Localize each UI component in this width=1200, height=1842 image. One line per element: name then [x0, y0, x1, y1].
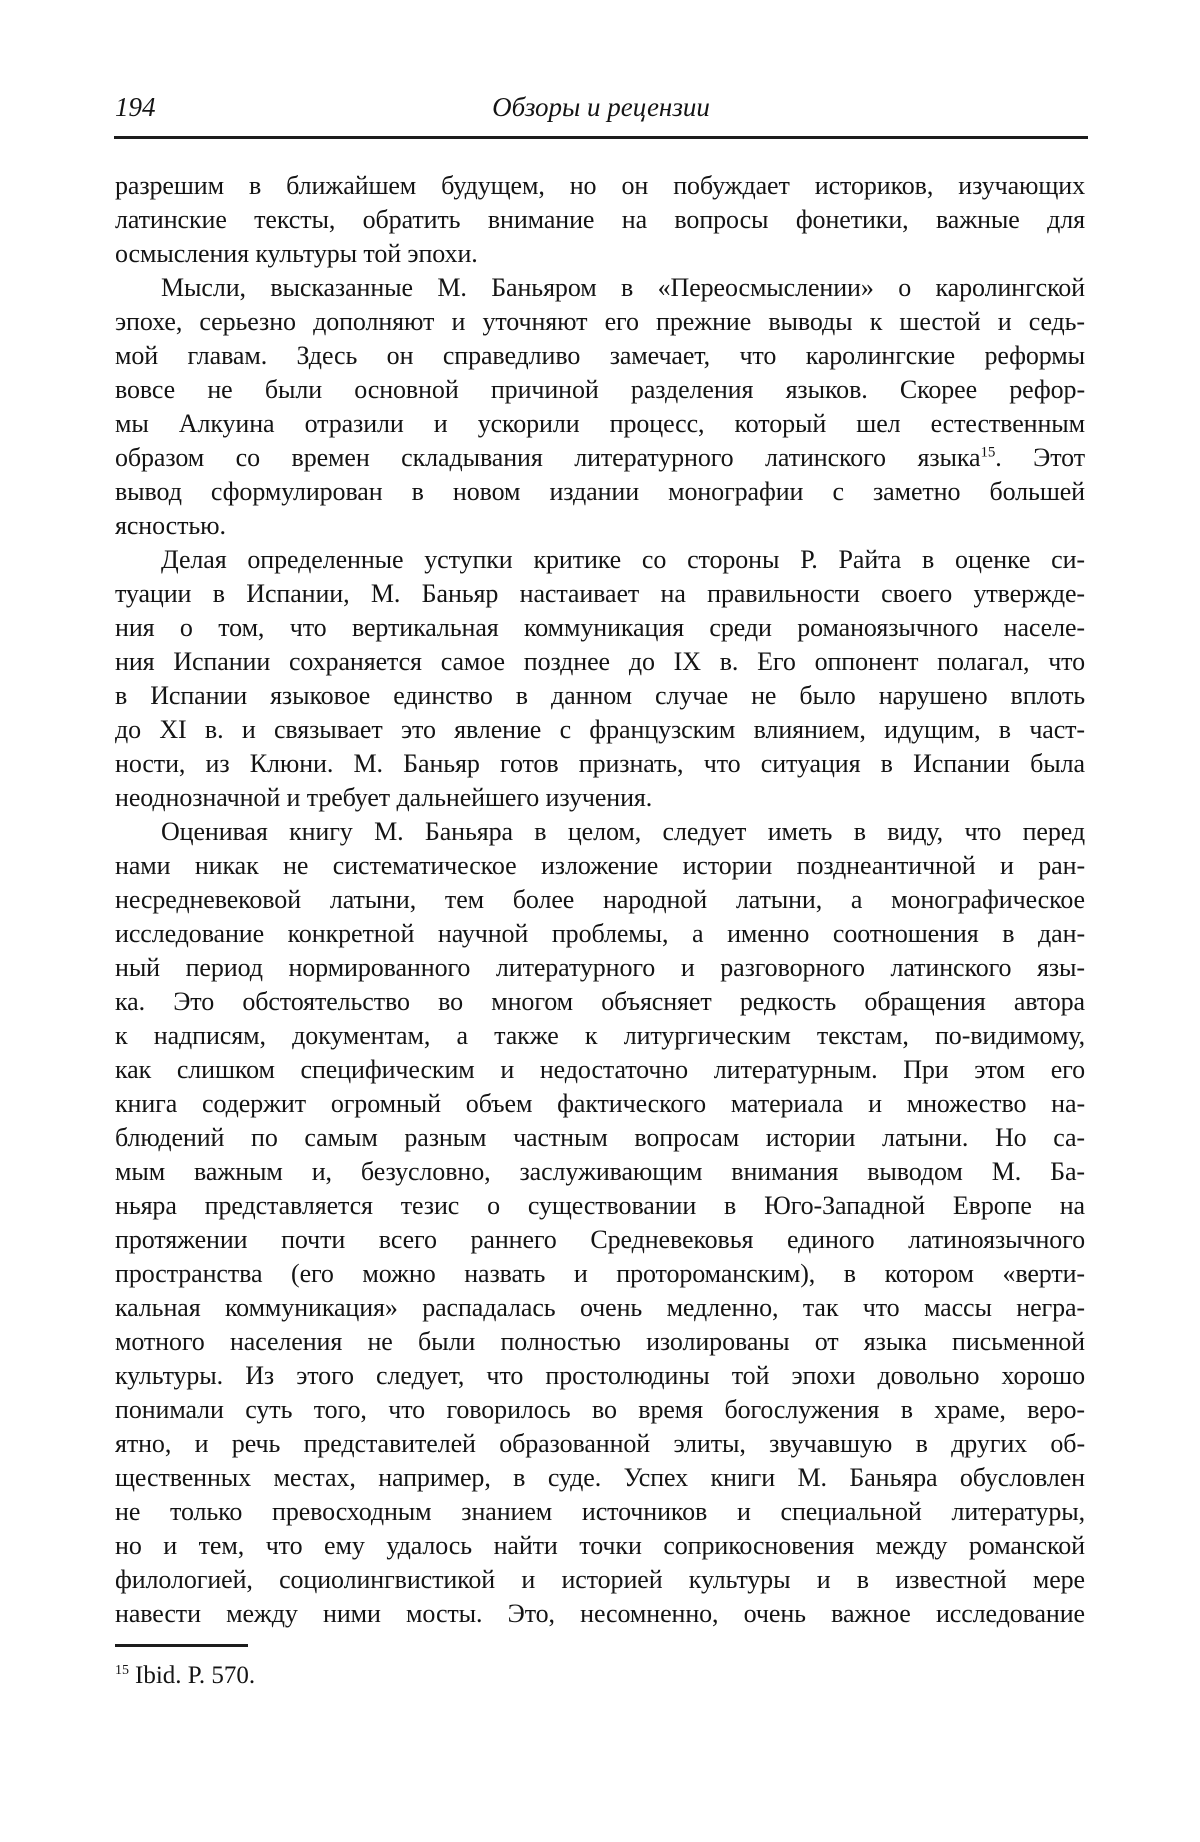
text-line: исследование конкретной научной проблемы, а именно соотношения в дан-: [115, 919, 1085, 948]
text-line: но и тем, что ему удалось найти точки соприкосновения между романской: [115, 1531, 1085, 1560]
text-line: мотного населения не были полностью изолированы от языка письменной: [115, 1327, 1085, 1356]
paragraph: [115, 271, 1085, 543]
footnote-rule: [115, 1644, 248, 1647]
text-line: вывод сформулирован в новом издании монографии с заметно большей: [115, 477, 1085, 506]
text-line: филологией, социолингвистикой и историей культуры и в известной мере: [115, 1565, 1085, 1594]
text-line: ности, из Клюни. М. Баньяр готов признать, что ситуация в Испании была: [115, 749, 1085, 778]
text-line: Мысли, высказанные М. Баньяром в «Переосмыслении» о каролингской: [161, 273, 1085, 302]
text-line: щественных местах, например, в суде. Успех книги М. Баньяра обусловлен: [115, 1463, 1085, 1492]
text-line: не только превосходным знанием источников и специальной литературы,: [115, 1497, 1085, 1526]
body-text: [115, 169, 1085, 1631]
paragraph: [115, 815, 1085, 1631]
text-line: к надписям, документам, а также к литургическим текстам, по-видимому,: [115, 1021, 1085, 1050]
text-line: [115, 441, 1085, 475]
text-line: ный период нормированного литературного и разговорного латинского язы-: [115, 953, 1085, 982]
text-line: туации в Испании, М. Баньяр настаивает на правильности своего утвержде-: [115, 579, 1085, 608]
text-line: Делая определенные уступки критике со стороны Р. Райта в оценке си-: [161, 545, 1085, 574]
text-line: до XI в. и связывает это явление с французским влиянием, идущим, в част-: [115, 715, 1085, 744]
text-line: разрешим в ближайшем будущем, но он побуждает историков, изучающих: [115, 171, 1085, 200]
paragraph: [115, 169, 1085, 271]
footnote: [115, 1660, 1085, 1692]
text-line: книга содержит огромный объем фактического материала и множество на-: [115, 1089, 1085, 1118]
text-line: ньяра представляется тезис о существовании в Юго-Западной Европе на: [115, 1191, 1085, 1220]
text-line: ятно, и речь представителей образованной элиты, звучавшую в других об-: [115, 1429, 1085, 1458]
running-header: [115, 92, 1087, 126]
text-line: неоднозначной и требует дальнейшего изучения.: [115, 783, 653, 812]
text-line: осмысления культуры той эпохи.: [115, 239, 478, 268]
text-line: латинские тексты, обратить внимание на вопросы фонетики, важные для: [115, 205, 1085, 234]
text-line: блюдений по самым разным частным вопросам истории латыни. Но са-: [115, 1123, 1085, 1152]
text-line: ясностью.: [115, 511, 226, 540]
text-line: как слишком специфическим и недостаточно литературным. При этом его: [115, 1055, 1085, 1084]
text-line: пространства (его можно назвать и протороманским), в котором «верти-: [115, 1259, 1085, 1288]
footnote-reference: 15: [980, 444, 996, 461]
text-segment: . Этот: [995, 443, 1085, 472]
footnote-text: Ibid. P. 570.: [135, 1662, 256, 1689]
text-line: культуры. Из этого следует, что простолюдины той эпохи довольно хорошо: [115, 1361, 1085, 1390]
text-line: мы Алкуина отразили и ускорили процесс, который шел естественным: [115, 409, 1085, 438]
header-rule: [114, 136, 1088, 139]
text-line: кальная коммуникация» распадалась очень медленно, так что массы негра-: [115, 1293, 1085, 1322]
text-line: мой главам. Здесь он справедливо замечает, что каролингские реформы: [115, 341, 1085, 370]
text-line: мым важным и, безусловно, заслуживающим внимания выводом М. Ба-: [115, 1157, 1085, 1186]
text-line: Оценивая книгу М. Баньяра в целом, следует иметь в виду, что перед: [161, 817, 1085, 846]
text-line: понимали суть того, что говорилось во время богослужения в храме, веро-: [115, 1395, 1085, 1424]
text-line: навести между ними мосты. Это, несомненно, очень важное исследование: [115, 1599, 1085, 1628]
paragraph: [115, 543, 1085, 815]
text-line: ния Испании сохраняется самое позднее до IX в. Его оппонент полагал, что: [115, 647, 1085, 676]
footnote-marker: 15: [115, 1662, 129, 1678]
text-line: ния о том, что вертикальная коммуникация среди романоязычного населе-: [115, 613, 1085, 642]
text-line: эпохе, серьезно дополняют и уточняют его прежние выводы к шестой и седь-: [115, 307, 1085, 336]
running-head-title: Обзоры и рецензии: [492, 92, 710, 122]
text-segment: образом со времен складывания литературного латинского языка: [115, 443, 981, 472]
text-line: в Испании языковое единство в данном случае не было нарушено вплоть: [115, 681, 1085, 710]
page-number: 194: [115, 92, 156, 122]
text-line: вовсе не были основной причиной разделения языков. Скорее рефор-: [115, 375, 1085, 404]
text-line: протяжении почти всего раннего Средневековья единого латиноязычного: [115, 1225, 1085, 1254]
text-line: несредневековой латыни, тем более народной латыни, а монографическое: [115, 885, 1085, 914]
text-line: ка. Это обстоятельство во многом объясняет редкость обращения автора: [115, 987, 1085, 1016]
text-line: нами никак не систематическое изложение истории позднеантичной и ран-: [115, 851, 1085, 880]
